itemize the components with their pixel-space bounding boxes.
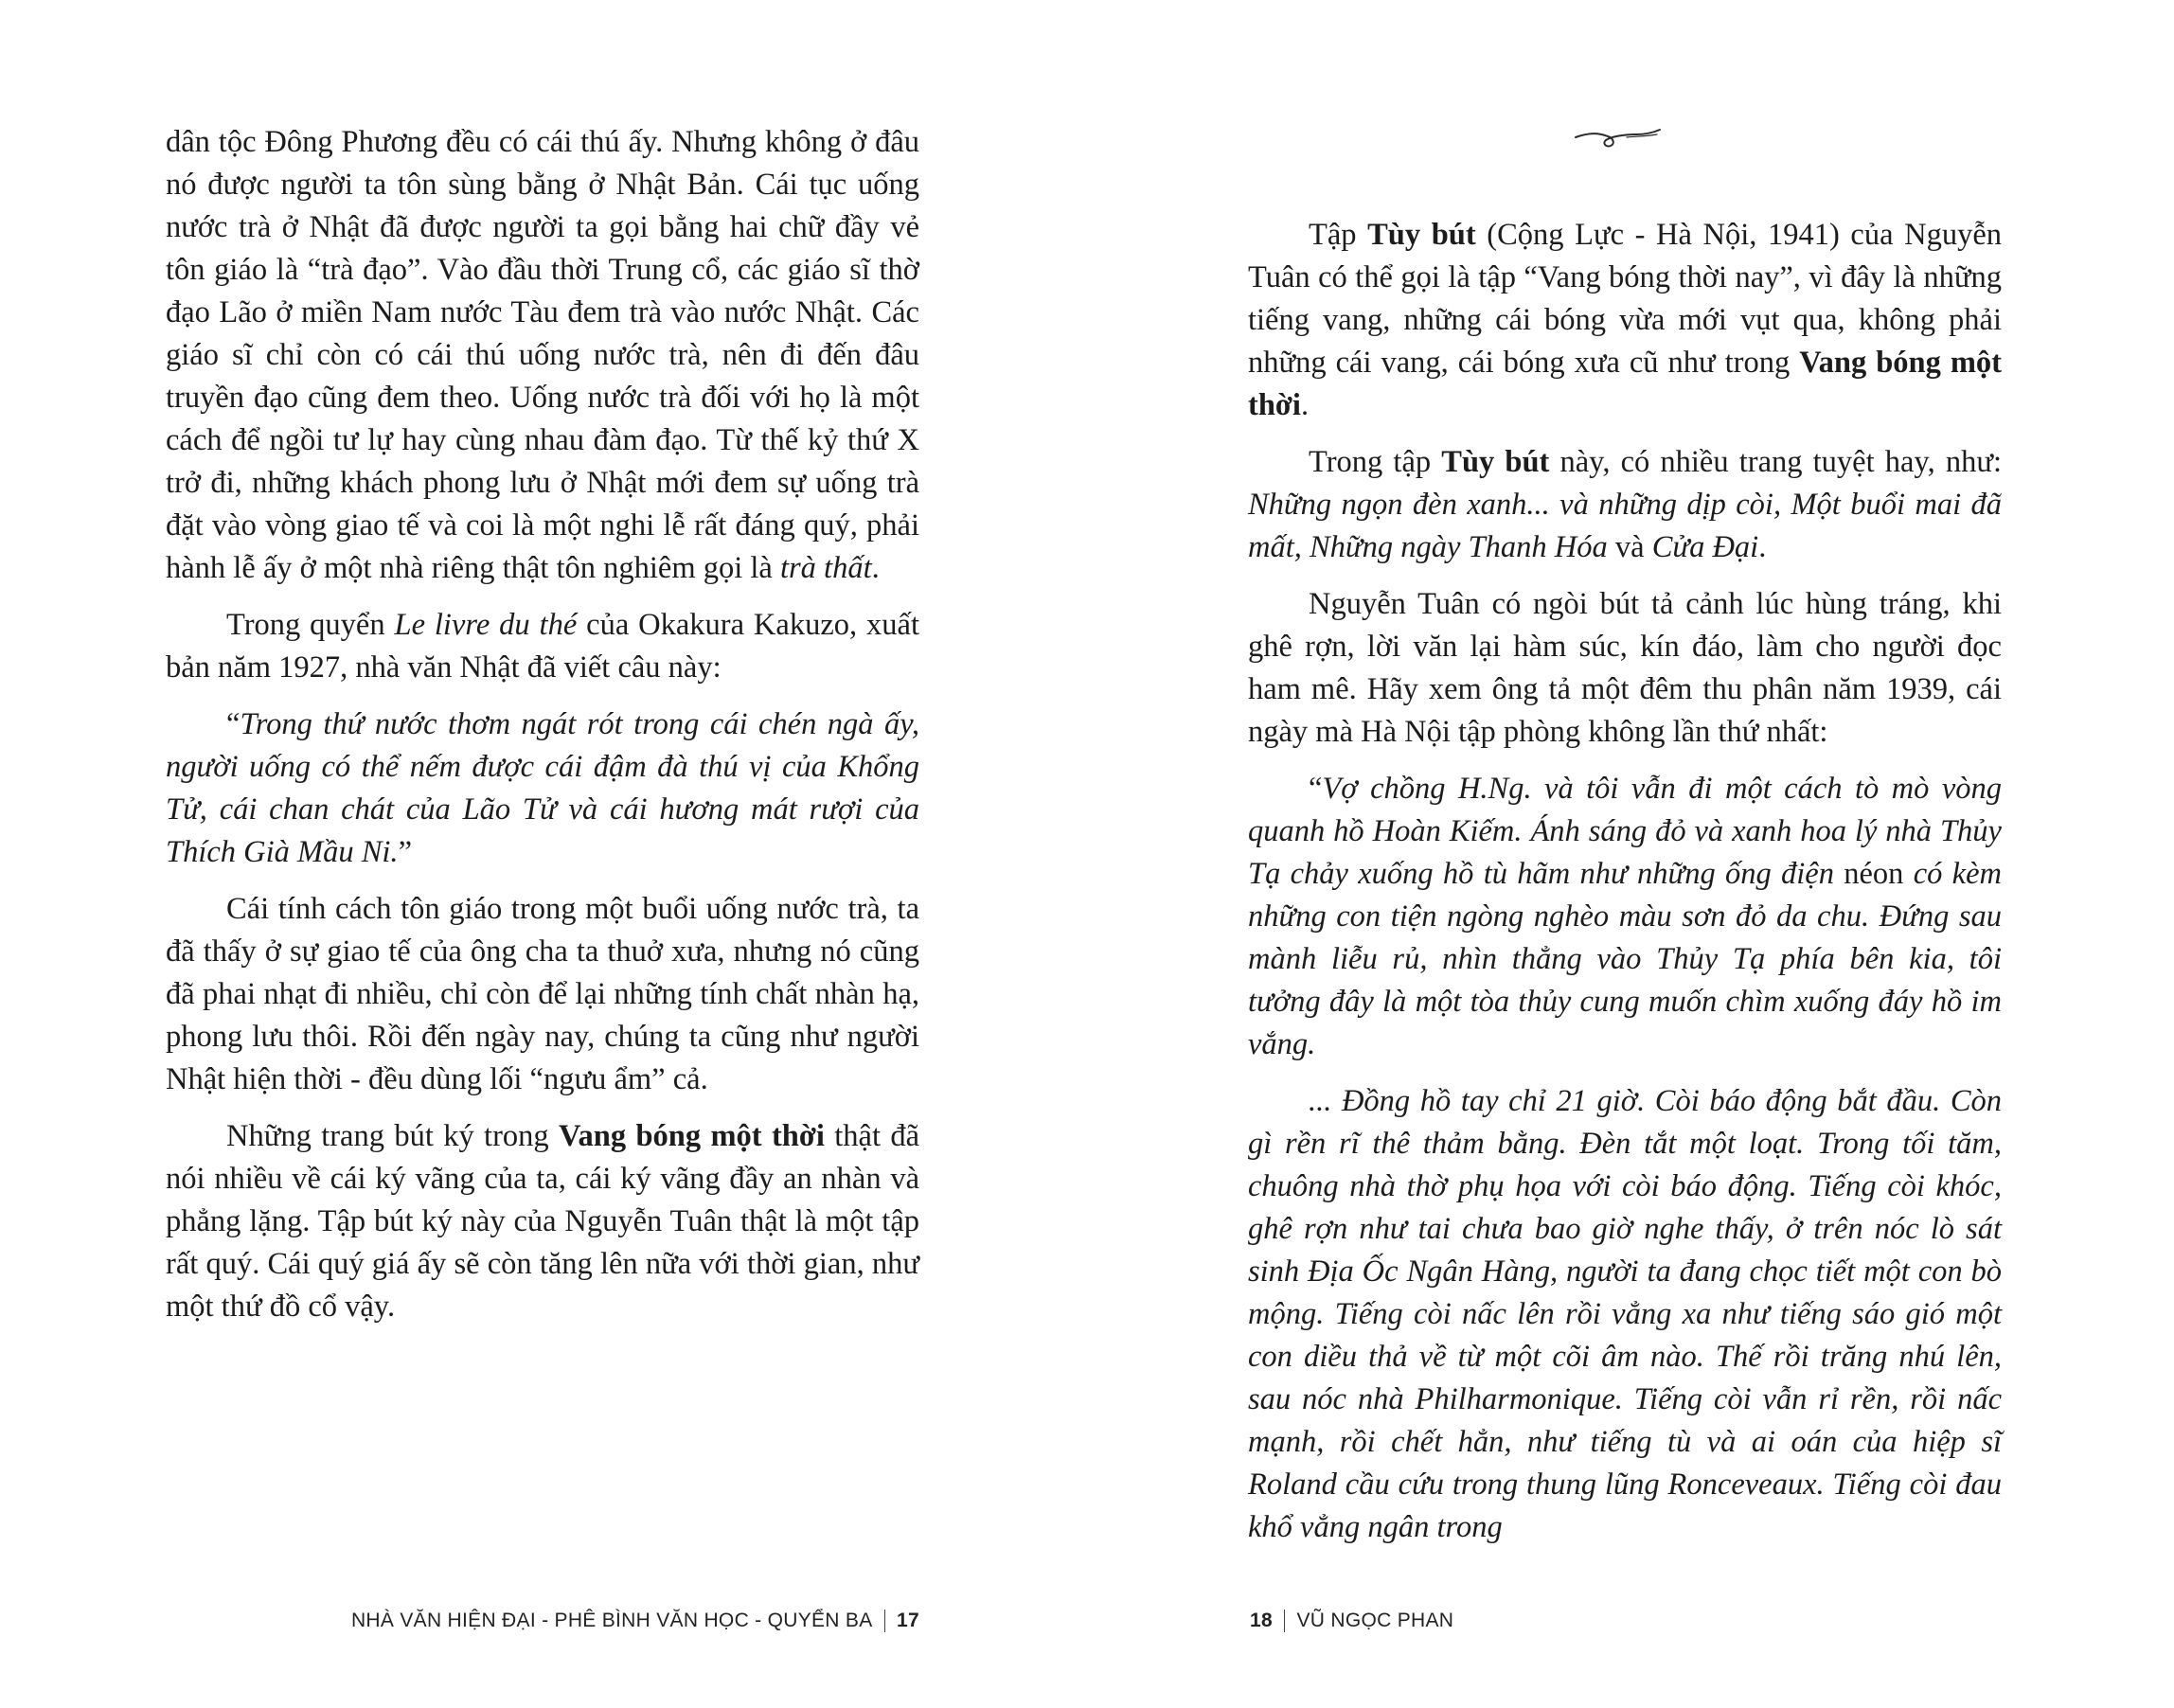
text-run: này, có nhiều trang tuyệt hay, như: [1549,445,2002,479]
right-page-footer [1250,1610,1453,1632]
running-head: VŨ NGỌC PHAN [1296,1610,1454,1631]
bold-text: Tùy bút [1441,445,1550,479]
paragraph [1248,768,2002,1066]
page-number: 17 [897,1610,919,1631]
paragraph [1248,583,2002,754]
right-page [1087,0,2174,1708]
text-run: và [1607,530,1652,564]
paragraph [1248,1080,2002,1549]
left-page-footer [351,1610,919,1632]
text-run: . [1300,388,1310,422]
text-run: “ [1309,772,1323,806]
footer-divider [1284,1610,1286,1632]
italic-text: trà thất [779,551,872,585]
paragraph [1248,214,2002,427]
text-run: Tập [1309,218,1368,252]
paragraph [166,604,919,689]
paragraph [166,121,919,590]
text-run: néon [1833,857,1914,891]
right-page-body [1248,214,2002,1563]
text-run: . [1758,530,1767,564]
text-run: dân tộc Đông Phương đều có cái thú ấy. Nhưng không ở đâu nó được người ta tôn sùng bằng ở Nhật Bản. Cái tục uống nước trà ở Nhật đã được người ta gọi bằng hai chữ đầy vẻ tôn giáo là “trà đạo”. Vào đầu thời Trung cổ, các giáo sĩ thờ đạo Lão ở miền Nam nước Tàu đem trà vào nước Nhật. Các giáo sĩ chỉ còn có cái thú uống nước trà, nên đi đến đâu truyền đạo cũng đem theo. Uống nước trà đối với họ là một cách để ngồi tư lự hay cùng nhau đàm đạo. Từ thế kỷ thứ X trở đi, những khách phong lưu ở Nhật mới đem sự uống trà đặt vào vòng giao tế và coi là một nghi lễ rất đáng quý, phải hành lễ ấy ở một nhà riêng thật tôn nghiêm gọi là [166,125,919,585]
paragraph [166,703,919,874]
italic-text: Le livre du thé [394,608,578,642]
paragraph [166,888,919,1101]
text-run: của Okakura Kakuzo, xuất bản năm 1927, nhà văn Nhật đã viết câu này: [166,608,919,685]
text-run: “ [226,707,241,741]
italic-text: ... Đồng hồ tay chỉ 21 giờ. Còi báo động bắt đầu. Còn gì rền rĩ thê thảm bằng. Đèn tắt một loạt. Trong tối tăm, chuông nhà thờ phụ họa với còi báo động. Tiếng còi khóc, ghê rợn như tai chưa bao giờ nghe thấy, ở trên nóc lò sát sinh Địa Ốc Ngân Hàng, người ta đang chọc tiết một con bò mộng. Tiếng còi nấc lên rồi vẳng xa như tiếng sáo gió một con diều thả về từ một cõi âm nào. Thế rồi trăng nhú lên, sau nóc nhà Philharmonique. Tiếng còi vẫn rỉ rền, rồi nấc mạnh, rồi chết hẳn, như tiếng tù và ai oán của hiệp sĩ Roland cầu cứu trong thung lũng Ronceveaux. Tiếng còi đau khổ vẳng ngân trong [1248,1084,2002,1544]
left-page-body [166,121,919,1343]
text-run: . [871,551,880,585]
text-run: ” [398,835,412,869]
bold-text: Tùy bút [1367,218,1476,252]
text-run: thật đã nói nhiều về cái ký vãng của ta, cái ký vãng đầy an nhàn và phẳng lặng. Tập bút ký này của Nguyễn Tuân thật là một tập rất quý. Cái quý giá ấy sẽ còn tăng lên nữa với thời gian, như một thứ đồ cổ vậy. [166,1119,920,1324]
page-number: 18 [1250,1610,1273,1631]
text-run: Cái tính cách tôn giáo trong một buổi uống nước trà, ta đã thấy ở sự giao tế của ông cha ta thuở xưa, nhưng nó cũng đã phai nhạt đi nhiều, chỉ còn để lại những tính chất nhàn hạ, phong lưu thôi. Rồi đến ngày nay, chúng ta cũng như người Nhật hiện thời - đều dùng lối “ngưu ẩm” cả. [166,892,919,1096]
text-run: Trong tập [1309,445,1442,479]
text-run: Nguyễn Tuân có ngòi bút tả cảnh lúc hùng tráng, khi ghê rợn, lời văn lại hàm súc, kín đáo, làm cho người đọc ham mê. Hãy xem ông tả một đêm thu phân năm 1939, cái ngày mà Hà Nội tập phòng không lần thứ nhất: [1248,587,2002,749]
bold-text: Vang bóng một thời [1248,346,2003,422]
italic-text: Vợ chồng H.Ng. và tôi vẫn đi một cách tò mò vòng quanh hồ Hoàn Kiếm. Ánh sáng đỏ và xanh hoa lý nhà Thủy Tạ chảy xuống hồ tù hãm như những ống điện [1248,772,2002,891]
paragraph [166,1115,919,1328]
paragraph [1248,441,2002,569]
text-run: (Cộng Lực - Hà Nội, 1941) của Nguyễn Tuân có thể gọi là tập “Vang bóng thời nay”, vì đây là những tiếng vang, những cái bóng vừa mới vụt qua, không phải những cái vang, cái bóng xưa cũ như trong [1248,218,2002,380]
italic-text: có kèm những con tiện ngòng nghèo màu sơn đỏ da chu. Đứng sau mành liễu rủ, nhìn thẳng vào Thủy Tạ phía bên kia, tôi tưởng đây là một tòa thủy cung muốn chìm xuống đáy hồ im vắng. [1248,857,2002,1061]
italic-text: Cửa Đại [1651,530,1759,564]
italic-text: Trong thứ nước thơm ngát rót trong cái chén ngà ấy, người uống có thể nếm được cái đậm đà thú vị của Khổng Tử, cái chan chát của Lão Tử và cái hương mát rượi của Thích Già Mầu Ni. [166,707,919,869]
running-head: NHÀ VĂN HIỆN ĐẠI - PHÊ BÌNH VĂN HỌC - QUYỂN BA [350,1610,873,1631]
footer-divider [884,1610,886,1632]
bold-text: Vang bóng một thời [559,1119,825,1153]
text-run: Những trang bút ký trong [226,1119,560,1153]
text-run: Trong quyển [226,608,395,642]
italic-text: Những ngọn đèn xanh... và những dịp còi, Một buổi mai đã mất, Những ngày Thanh Hóa [1248,488,2002,564]
flourish-ornament-icon [1570,121,1665,153]
